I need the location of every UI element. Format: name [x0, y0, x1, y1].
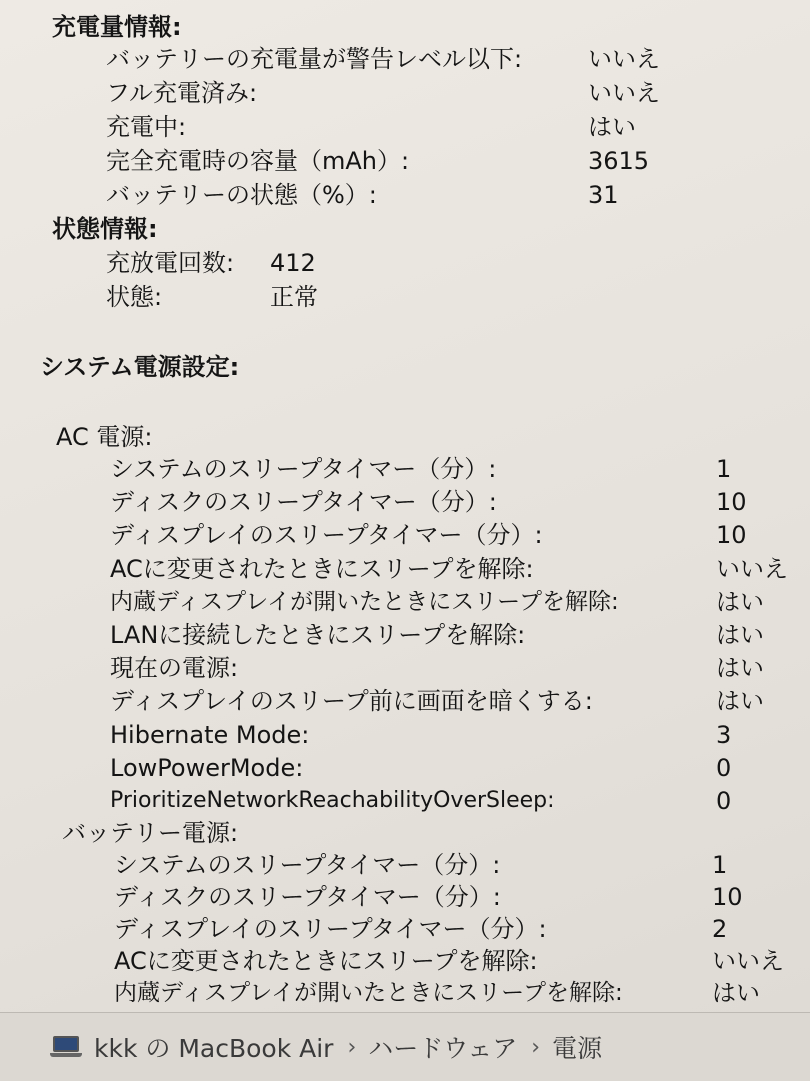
row-label: LANに接続したときにスリープを解除: [110, 621, 526, 649]
row-label: システムのスリープタイマー（分）: [110, 455, 497, 483]
row-label: LowPowerMode: [110, 754, 304, 782]
row-value: 1 [712, 851, 728, 879]
breadcrumb-item-power[interactable]: 電源 [552, 1034, 603, 1063]
row-value: 10 [716, 488, 747, 516]
chevron-right-icon: › [531, 1034, 541, 1060]
chevron-right-icon: › [347, 1034, 357, 1060]
row-label: ACに変更されたときにスリープを解除: [114, 947, 538, 975]
breadcrumb-item-hardware[interactable]: ハードウェア [368, 1034, 518, 1063]
row-value: いいえ [588, 45, 660, 73]
row-label: 充電中: [106, 113, 187, 141]
laptop-icon [50, 1036, 82, 1058]
row-label: バッテリーの状態（%）: [106, 181, 377, 209]
row-value: はい [716, 621, 764, 649]
row-label: 充放電回数: [106, 249, 235, 277]
row-label: ACに変更されたときにスリープを解除: [110, 555, 534, 583]
row-value: はい [716, 588, 764, 616]
row-label: ディスクのスリープタイマー（分）: [114, 883, 501, 911]
row-value: はい [712, 979, 760, 1007]
row-value: 412 [270, 249, 316, 277]
row-label: 完全充電時の容量（mAh）: [106, 147, 410, 175]
row-label: 内蔵ディスプレイが開いたときにスリープを解除: [110, 589, 619, 615]
row-label: ディスプレイのスリープタイマー（分）: [110, 521, 543, 549]
row-label: 状態: [106, 283, 163, 311]
row-value: いいえ [716, 555, 788, 583]
health-info-heading: 状態情報: [52, 215, 158, 243]
row-label: ディスクのスリープタイマー（分）: [110, 488, 497, 516]
row-value: いいえ [588, 79, 660, 107]
breadcrumb-item-computer[interactable]: kkk の MacBook Air [94, 1034, 334, 1063]
row-value: 0 [716, 754, 732, 782]
ac-power-heading: AC 電源: [56, 423, 153, 451]
row-label: バッテリーの充電量が警告レベル以下: [106, 45, 523, 73]
system-power-heading: システム電源設定: [40, 353, 240, 381]
row-value: 10 [712, 883, 743, 911]
row-label: 内蔵ディスプレイが開いたときにスリープを解除: [114, 980, 623, 1006]
row-label: PrioritizeNetworkReachabilityOverSleep: [110, 788, 555, 813]
row-label: フル充電済み: [106, 79, 258, 107]
row-value: はい [588, 113, 636, 141]
row-value: 3 [716, 721, 732, 749]
row-label: ディスプレイのスリープ前に画面を暗くする: [110, 687, 593, 715]
row-label: システムのスリープタイマー（分）: [114, 851, 501, 879]
row-value: 正常 [270, 283, 318, 311]
row-value: 31 [588, 181, 619, 209]
row-value: 1 [716, 455, 732, 483]
row-value: 3615 [588, 147, 650, 175]
row-value: 2 [712, 915, 728, 943]
row-value: いいえ [712, 947, 784, 975]
row-value: 10 [716, 521, 747, 549]
breadcrumb [0, 1012, 810, 1081]
row-value: はい [716, 687, 764, 715]
row-label: Hibernate Mode: [110, 721, 310, 749]
battery-power-heading: バッテリー電源: [62, 819, 239, 847]
row-value: 0 [716, 787, 732, 815]
row-label: 現在の電源: [110, 654, 239, 682]
row-label: ディスプレイのスリープタイマー（分）: [114, 915, 547, 943]
charge-info-heading: 充電量情報: [52, 13, 182, 41]
row-value: はい [716, 654, 764, 682]
